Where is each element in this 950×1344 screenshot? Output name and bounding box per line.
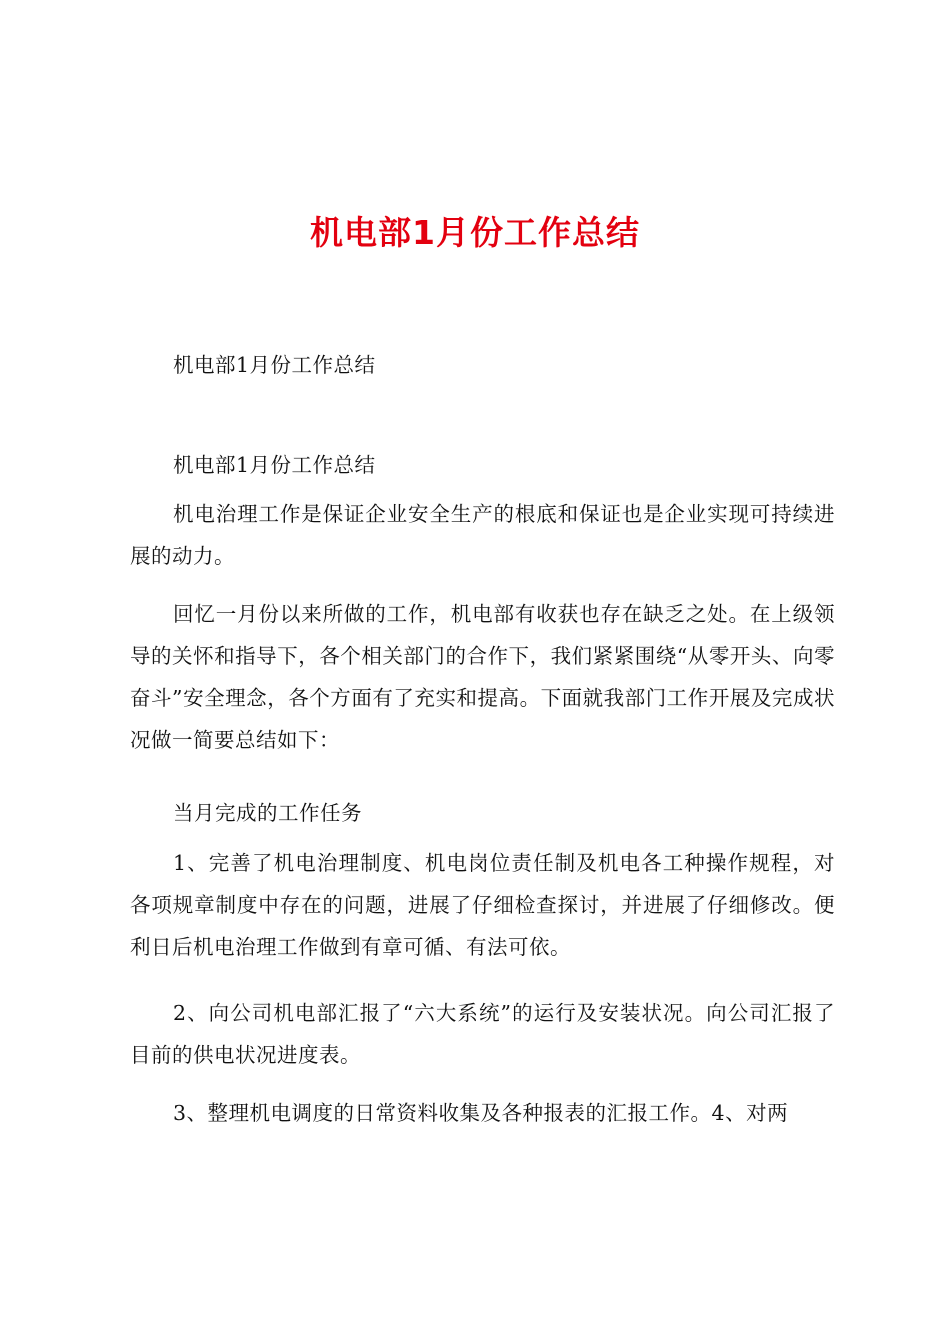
- review-paragraph: 回忆一月份以来所做的工作，机电部有收获也存在缺乏之处。在上级领导的关怀和指导下，各个相关部门的合作下，我们紧紧围绕“从零开头、向零奋斗”安全理念，各个方面有了充实和提高。下面就我部门工作开展及完成状况做一简要总结如下：: [130, 602, 835, 752]
- intro-paragraph: 机电治理工作是保证企业安全生产的根底和保证也是企业实现可持续进展的动力。: [130, 502, 835, 568]
- task-item-2: 2、向公司机电部汇报了“六大系统”的运行及安装状况。向公司汇报了目前的供电状况进度表。: [130, 1001, 835, 1067]
- task-item-3: 3、整理机电调度的日常资料收集及各种报表的汇报工作。4、对两: [173, 1101, 789, 1125]
- document-title: 机电部1月份工作总结: [310, 213, 640, 252]
- task-item-1: 1、完善了机电治理制度、机电岗位责任制及机电各工种操作规程，对各项规章制度中存在的问题，进展了仔细检查探讨，并进展了仔细修改。便利日后机电治理工作做到有章可循、有法可依。: [130, 851, 835, 959]
- subtitle-paragraph-repeat: 机电部1月份工作总结: [173, 453, 376, 477]
- subtitle-paragraph: 机电部1月份工作总结: [173, 353, 376, 377]
- section-heading: 当月完成的工作任务: [173, 801, 362, 825]
